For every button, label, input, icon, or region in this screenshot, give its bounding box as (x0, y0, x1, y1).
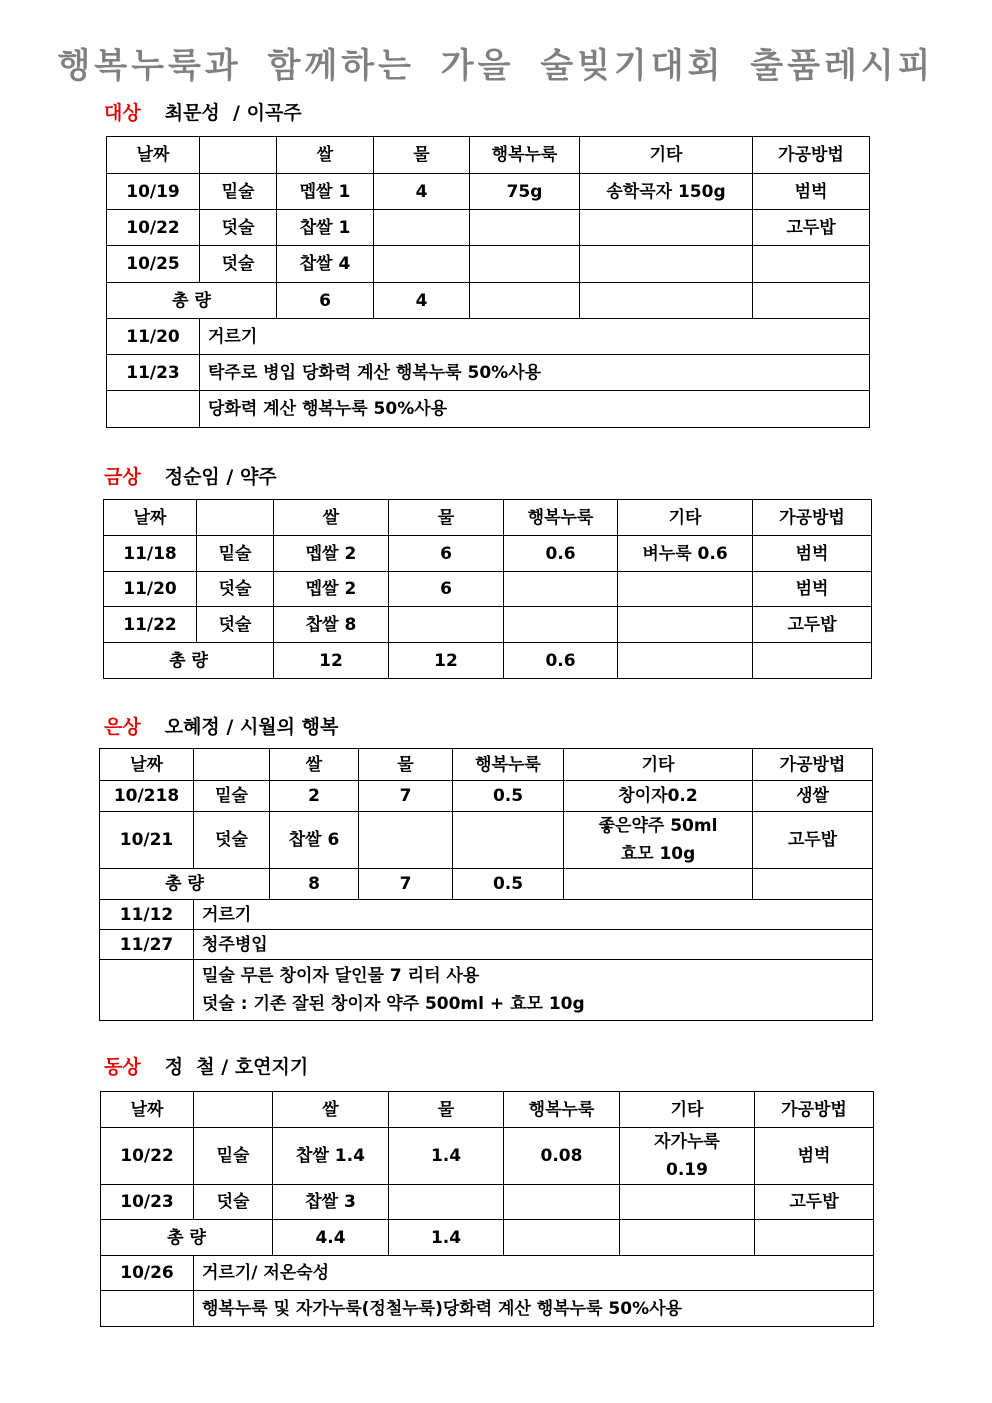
cell-other: 좋은약주 50ml 효모 10g (564, 812, 753, 869)
header-nuruk: 행복누룩 (504, 1092, 620, 1128)
cell-rice: 멥쌀 2 (274, 572, 389, 607)
cell-water (389, 1185, 504, 1220)
table-row (100, 812, 873, 869)
cell-other (580, 246, 753, 283)
cell-other: 벼누룩 0.6 (618, 536, 753, 572)
header-other: 기타 (580, 137, 753, 174)
cell-method: 고두밥 (753, 607, 872, 643)
cell-method: 범벅 (755, 1128, 874, 1185)
note-row (101, 1256, 874, 1291)
total-rice: 12 (274, 643, 389, 679)
header-other: 기타 (620, 1092, 755, 1128)
cell-water: 7 (359, 781, 453, 812)
note-date (107, 391, 200, 428)
cell-other (620, 1185, 755, 1220)
cell-other (580, 210, 753, 246)
note-text: 거르기 (200, 319, 870, 355)
table-row (101, 1128, 874, 1185)
header-rice: 쌀 (274, 500, 389, 536)
cell-method: 고두밥 (755, 1185, 874, 1220)
note-text: 당화력 계산 행복누룩 50%사용 (200, 391, 870, 428)
cell-stage: 덧술 (194, 812, 270, 869)
award-label: 은상 (104, 716, 141, 738)
total-rice: 8 (270, 869, 359, 900)
note-text: 거르기/ 저온숙성 (194, 1256, 874, 1291)
cell-method: 생쌀 (753, 781, 873, 812)
note-row (100, 960, 873, 1021)
note-date: 11/20 (107, 319, 200, 355)
cell-nuruk (470, 210, 580, 246)
header-other: 기타 (564, 749, 753, 781)
header-date: 날짜 (100, 749, 194, 781)
cell-stage: 덧술 (197, 572, 274, 607)
header-method: 가공방법 (753, 500, 872, 536)
table-row (101, 1185, 874, 1220)
header-date: 날짜 (107, 137, 200, 174)
cell-rice: 찹쌀 6 (270, 812, 359, 869)
cell-stage: 밑술 (194, 781, 270, 812)
total-other (620, 1220, 755, 1256)
total-water: 4 (374, 283, 470, 319)
note-date: 10/26 (101, 1256, 194, 1291)
table-header-row (104, 500, 872, 536)
total-nuruk (470, 283, 580, 319)
header-rice: 쌀 (273, 1092, 389, 1128)
note-text: 거르기 (194, 900, 873, 930)
section-heading (104, 462, 277, 489)
table-row (107, 210, 870, 246)
cell-date: 10/19 (107, 174, 200, 210)
cell-date: 10/21 (100, 812, 194, 869)
section-heading (104, 98, 302, 125)
total-water: 1.4 (389, 1220, 504, 1256)
entrant-name: 최문성 / 이곡주 (164, 102, 302, 124)
header-water: 물 (389, 1092, 504, 1128)
cell-method (753, 246, 870, 283)
note-text: 행복누룩 및 자가누룩(정철누룩)당화력 계산 행복누룩 50%사용 (194, 1291, 874, 1327)
header-date: 날짜 (101, 1092, 194, 1128)
header-method: 가공방법 (753, 749, 873, 781)
note-date (100, 960, 194, 1021)
table-row (104, 607, 872, 643)
cell-rice: 찹쌀 3 (273, 1185, 389, 1220)
cell-rice: 멥쌀 1 (277, 174, 374, 210)
total-nuruk: 0.5 (453, 869, 564, 900)
table-row (104, 572, 872, 607)
total-other (564, 869, 753, 900)
header-date: 날짜 (104, 500, 197, 536)
note-row (107, 355, 870, 391)
cell-date: 10/22 (107, 210, 200, 246)
cell-rice: 2 (270, 781, 359, 812)
cell-method: 고두밥 (753, 210, 870, 246)
note-text: 청주병입 (194, 930, 873, 960)
cell-date: 11/18 (104, 536, 197, 572)
header-method: 가공방법 (753, 137, 870, 174)
cell-date: 10/23 (101, 1185, 194, 1220)
award-label: 동상 (104, 1056, 141, 1078)
cell-other: 창이자0.2 (564, 781, 753, 812)
note-date: 11/27 (100, 930, 194, 960)
entrant-name: 정순임 / 약주 (164, 466, 277, 488)
cell-water: 6 (389, 536, 504, 572)
cell-water (374, 246, 470, 283)
total-method (753, 869, 873, 900)
table-header-row (107, 137, 870, 174)
table-row (107, 246, 870, 283)
note-text: 밀술 무른 창이자 달인물 7 리터 사용 덧술 : 기존 잘된 창이자 약주 500ml + 효모 10g (194, 960, 873, 1021)
recipe-table (103, 499, 872, 679)
note-date: 11/23 (107, 355, 200, 391)
total-row (104, 643, 872, 679)
cell-water: 6 (389, 572, 504, 607)
cell-nuruk (504, 1185, 620, 1220)
cell-stage: 덧술 (200, 246, 277, 283)
total-row (107, 283, 870, 319)
table-header-row (101, 1092, 874, 1128)
cell-nuruk (504, 572, 618, 607)
cell-other (618, 607, 753, 643)
total-water: 7 (359, 869, 453, 900)
entrant-name: 오혜정 / 시월의 행복 (164, 716, 339, 738)
header-stage (200, 137, 277, 174)
header-nuruk: 행복누룩 (470, 137, 580, 174)
header-water: 물 (374, 137, 470, 174)
header-rice: 쌀 (270, 749, 359, 781)
section-heading (104, 1052, 308, 1079)
award-label: 대상 (104, 102, 141, 124)
cell-water (374, 210, 470, 246)
header-method: 가공방법 (755, 1092, 874, 1128)
cell-date: 11/22 (104, 607, 197, 643)
total-label: 총 량 (101, 1220, 273, 1256)
cell-water: 1.4 (389, 1128, 504, 1185)
cell-nuruk (453, 812, 564, 869)
cell-date: 11/20 (104, 572, 197, 607)
note-text: 탁주로 병입 당화력 계산 행복누룩 50%사용 (200, 355, 870, 391)
cell-method: 범벅 (753, 174, 870, 210)
header-nuruk: 행복누룩 (453, 749, 564, 781)
total-nuruk (504, 1220, 620, 1256)
recipe-table (99, 748, 873, 1021)
cell-nuruk (470, 246, 580, 283)
cell-method: 고두밥 (753, 812, 873, 869)
cell-stage: 밑술 (194, 1128, 273, 1185)
total-nuruk: 0.6 (504, 643, 618, 679)
cell-rice: 멥쌀 2 (274, 536, 389, 572)
cell-nuruk (504, 607, 618, 643)
header-other: 기타 (618, 500, 753, 536)
cell-date: 10/25 (107, 246, 200, 283)
total-other (580, 283, 753, 319)
cell-other: 송학곡자 150g (580, 174, 753, 210)
cell-water (359, 812, 453, 869)
total-method (753, 643, 872, 679)
cell-nuruk: 0.6 (504, 536, 618, 572)
cell-rice: 찹쌀 8 (274, 607, 389, 643)
header-rice: 쌀 (277, 137, 374, 174)
total-method (753, 283, 870, 319)
cell-other (618, 572, 753, 607)
total-label: 총 량 (107, 283, 277, 319)
note-row (107, 391, 870, 428)
cell-stage: 덧술 (197, 607, 274, 643)
cell-water (389, 607, 504, 643)
header-stage (197, 500, 274, 536)
recipe-table (106, 136, 870, 428)
header-stage (194, 749, 270, 781)
note-row (107, 319, 870, 355)
total-row (100, 869, 873, 900)
cell-date: 10/22 (101, 1128, 194, 1185)
note-date: 11/12 (100, 900, 194, 930)
cell-date: 10/218 (100, 781, 194, 812)
header-water: 물 (359, 749, 453, 781)
cell-rice: 찹쌀 1 (277, 210, 374, 246)
cell-stage: 밑술 (200, 174, 277, 210)
header-nuruk: 행복누룩 (504, 500, 618, 536)
cell-nuruk: 75g (470, 174, 580, 210)
cell-other: 자가누룩 0.19 (620, 1128, 755, 1185)
total-row (101, 1220, 874, 1256)
note-row (100, 930, 873, 960)
cell-stage: 덧술 (200, 210, 277, 246)
note-row (101, 1291, 874, 1327)
total-rice: 4.4 (273, 1220, 389, 1256)
award-label: 금상 (104, 466, 141, 488)
cell-method: 범벅 (753, 536, 872, 572)
header-stage (194, 1092, 273, 1128)
cell-stage: 덧술 (194, 1185, 273, 1220)
cell-method: 범벅 (753, 572, 872, 607)
cell-nuruk: 0.5 (453, 781, 564, 812)
note-date (101, 1291, 194, 1327)
table-row (104, 536, 872, 572)
cell-water: 4 (374, 174, 470, 210)
cell-rice: 찹쌀 4 (277, 246, 374, 283)
cell-nuruk: 0.08 (504, 1128, 620, 1185)
header-water: 물 (389, 500, 504, 536)
table-row (100, 781, 873, 812)
table-header-row (100, 749, 873, 781)
total-other (618, 643, 753, 679)
section-heading (104, 712, 338, 739)
cell-rice: 찹쌀 1.4 (273, 1128, 389, 1185)
entrant-name: 정 철 / 호연지기 (164, 1056, 309, 1078)
document-title: 행복누룩과 함께하는 가을 술빚기대회 출품레시피 (57, 46, 935, 86)
total-label: 총 량 (104, 643, 274, 679)
table-row (107, 174, 870, 210)
total-method (755, 1220, 874, 1256)
recipe-table (100, 1091, 874, 1327)
note-row (100, 900, 873, 930)
total-label: 총 량 (100, 869, 270, 900)
total-water: 12 (389, 643, 504, 679)
total-rice: 6 (277, 283, 374, 319)
cell-stage: 밑술 (197, 536, 274, 572)
